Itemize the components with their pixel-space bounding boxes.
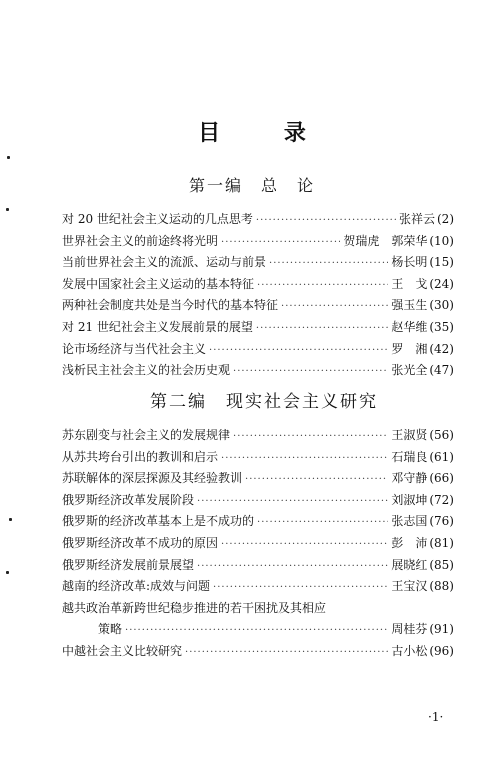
entry-author: 罗 湘 xyxy=(391,341,428,356)
leader-dots xyxy=(125,625,388,636)
entry-title: 当前世界社会主义的流派、运动与前景 xyxy=(62,255,267,270)
scan-speck xyxy=(6,571,9,574)
entry-page: (15) xyxy=(429,255,454,270)
toc-entry xyxy=(62,448,454,470)
entry-page: (47) xyxy=(429,363,454,378)
page-title: 目 录 xyxy=(198,120,334,146)
entry-title: 中越社会主义比较研究 xyxy=(62,643,183,658)
entry-title: 对 21 世纪社会主义发展前景的展望 xyxy=(62,319,253,334)
leader-dots xyxy=(281,301,388,312)
toc-entry xyxy=(62,534,454,556)
toc-entry xyxy=(62,469,454,491)
entry-page: (24) xyxy=(429,276,454,291)
entry-page: (61) xyxy=(429,449,454,464)
entry-title: 两种社会制度共处是当今时代的基本特征 xyxy=(62,298,279,313)
toc-entry xyxy=(62,491,454,513)
leader-dots xyxy=(269,258,388,269)
entry-author: 古小松 xyxy=(391,643,428,658)
part2-heading: 第二编 现实社会主义研究 xyxy=(150,392,378,412)
entry-author: 彭 沛 xyxy=(391,535,428,550)
entry-author: 张志国 xyxy=(391,514,428,529)
page-number: ·1· xyxy=(428,710,444,724)
leader-dots xyxy=(221,453,388,464)
entry-author: 石瑞良 xyxy=(391,449,428,464)
toc-entry xyxy=(62,426,454,448)
entry-title: 世界社会主义的前途终将光明 xyxy=(62,233,219,248)
toc-entry xyxy=(62,512,454,534)
entry-page: (81) xyxy=(429,535,454,550)
toc-entry xyxy=(62,556,454,578)
entry-title: 浅析民主社会主义的社会历史观 xyxy=(62,363,231,378)
entry-title: 从苏共垮台引出的教训和启示 xyxy=(62,449,219,464)
entry-page: (91) xyxy=(429,622,454,637)
toc-entry xyxy=(62,599,454,621)
entry-title: 发展中国家社会主义运动的基本特征 xyxy=(62,276,255,291)
leader-dots xyxy=(233,366,388,377)
entry-title: 俄罗斯经济改革不成功的原因 xyxy=(62,535,219,550)
leader-dots xyxy=(257,280,388,291)
leader-dots xyxy=(213,582,388,593)
entry-title: 策略 xyxy=(98,622,123,637)
entry-author: 王淑贤 xyxy=(391,428,428,442)
leader-dots xyxy=(197,496,388,507)
leader-dots xyxy=(197,561,388,572)
toc-entry xyxy=(62,232,454,254)
toc-entry xyxy=(62,296,454,318)
entry-page: (56) xyxy=(429,428,454,442)
toc-entry xyxy=(62,210,454,232)
entry-page: (10) xyxy=(429,233,454,248)
entry-title: 论市场经济与当代社会主义 xyxy=(62,341,207,356)
entry-author: 邓守静 xyxy=(391,471,428,486)
entry-author: 杨长明 xyxy=(391,255,428,270)
leader-dots xyxy=(257,517,388,528)
entry-page: (2) xyxy=(437,212,454,226)
entry-title: 对 20 世纪社会主义运动的几点思考 xyxy=(62,212,253,226)
leader-dots xyxy=(233,431,388,442)
leader-dots xyxy=(245,474,388,485)
entry-author: 张祥云 xyxy=(398,212,435,226)
scan-speck xyxy=(6,208,9,211)
toc-entry xyxy=(62,642,454,664)
scan-speck xyxy=(7,156,10,159)
entry-author: 周桂芬 xyxy=(391,622,428,637)
entry-page: (42) xyxy=(429,341,454,356)
entry-page: (72) xyxy=(429,492,454,507)
entry-page: (88) xyxy=(429,579,454,594)
toc-entry xyxy=(62,340,454,362)
entry-author: 张光全 xyxy=(391,363,428,378)
entry-page: (35) xyxy=(429,319,454,334)
leader-dots xyxy=(221,237,340,248)
entry-title: 俄罗斯经济改革发展阶段 xyxy=(62,492,195,507)
toc-entry xyxy=(62,253,454,275)
toc-entry xyxy=(62,577,454,599)
entry-author: 赵华维 xyxy=(391,319,428,334)
entry-author: 强玉生 xyxy=(391,298,428,313)
leader-dots xyxy=(256,323,388,334)
toc-entry xyxy=(62,361,454,383)
entry-author: 王宝汉 xyxy=(391,579,428,594)
entry-author: 贺瑞虎 郭荣华 xyxy=(343,233,428,248)
leader-dots xyxy=(221,539,388,550)
entry-page: (76) xyxy=(429,514,454,529)
leader-dots xyxy=(256,215,396,226)
entry-page: (96) xyxy=(429,643,454,658)
entry-author: 刘淑坤 xyxy=(391,492,428,507)
toc-entry xyxy=(62,318,454,340)
leader-dots xyxy=(209,345,388,356)
entry-title: 越共政治革新跨世纪稳步推进的若干困扰及其相应 xyxy=(62,600,327,615)
entry-page: (30) xyxy=(429,298,454,313)
entry-author: 王 戈 xyxy=(391,276,428,291)
entry-title: 苏东剧变与社会主义的发展规律 xyxy=(62,428,231,442)
toc-entry xyxy=(62,620,454,642)
entry-title: 俄罗斯的经济改革基本上是不成功的 xyxy=(62,514,255,529)
entry-title: 越南的经济改革:成效与问题 xyxy=(62,579,211,594)
part1-entries xyxy=(62,210,454,383)
part2-entries xyxy=(62,426,454,664)
toc-entry xyxy=(62,275,454,297)
entry-title: 苏联解体的深层探源及其经验教训 xyxy=(62,471,243,486)
entry-author: 展晓红 xyxy=(391,557,428,572)
scan-speck xyxy=(9,518,12,521)
leader-dots xyxy=(185,647,388,658)
part1-heading: 第一编 总 论 xyxy=(188,176,315,195)
entry-page: (66) xyxy=(429,471,454,486)
entry-title: 俄罗斯经济发展前景展望 xyxy=(62,557,195,572)
entry-page: (85) xyxy=(429,557,454,572)
